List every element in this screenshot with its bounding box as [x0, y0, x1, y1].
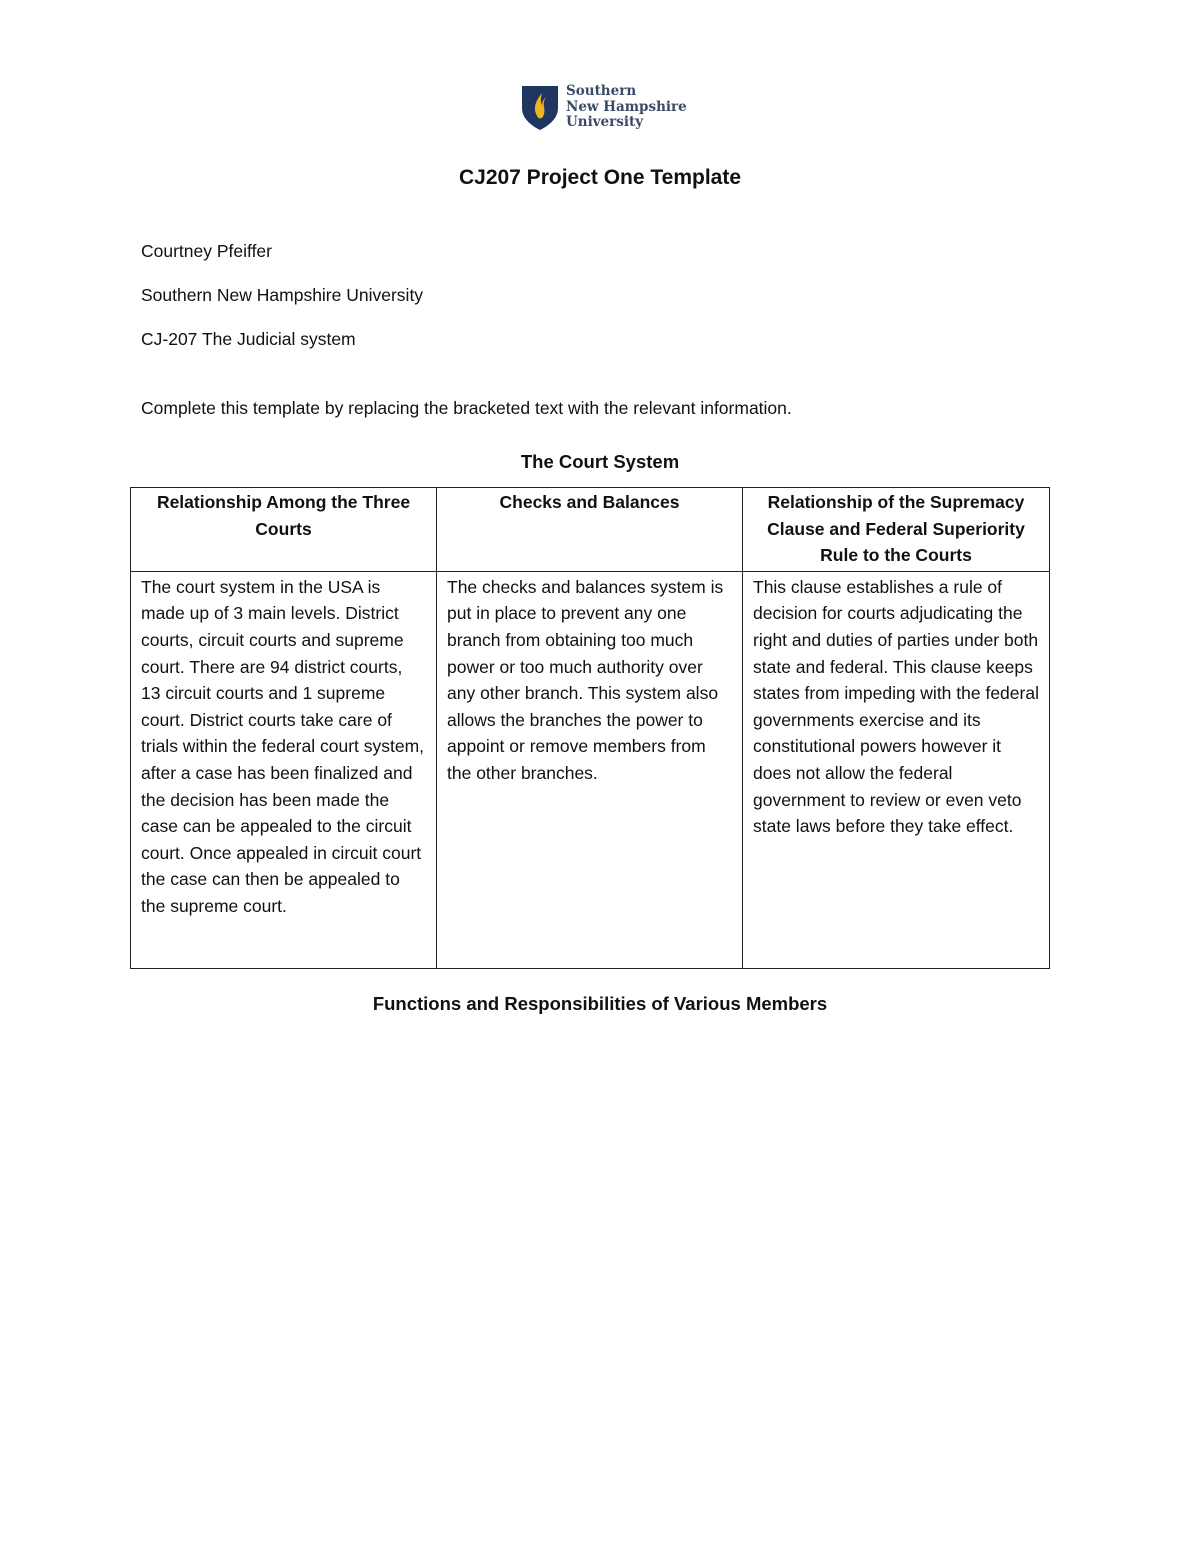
institution-name: Southern New Hampshire University — [141, 285, 424, 305]
author-name: Courtney Pfeiffer — [141, 241, 272, 261]
university-logo — [520, 84, 690, 132]
header-relationship-among-courts: Relationship Among the Three Courts — [131, 488, 437, 572]
logo-line-3: University — [566, 114, 644, 130]
functions-heading: Functions and Responsibilities of Various Members — [372, 993, 828, 1014]
header-checks-and-balances: Checks and Balances — [437, 488, 743, 572]
logo-line-1: Southern — [566, 83, 637, 99]
shield-flame-icon — [520, 84, 560, 132]
table-header-row — [131, 488, 1050, 572]
header-supremacy-clause: Relationship of the Supremacy Clause and Federal Superiority Rule to the Courts — [743, 488, 1050, 572]
cell-checks-and-balances: The checks and balances system is put in place to prevent any one branch from obtaining too much power or too much authority over any other branch. This system also allows the branches the power to appoint or remove members from the other branches. — [437, 571, 743, 968]
logo-wordmark — [566, 84, 687, 131]
table-row — [131, 571, 1050, 968]
cell-supremacy-clause: This clause establishes a rule of decision for courts adjudicating the right and duties of parties under both state and federal. This clause keeps states from impeding with the federal governments exercise and its constitutional powers however it does not allow the federal government to review or even veto state laws before they take effect. — [743, 571, 1050, 968]
logo-line-2: New Hampshire — [566, 98, 687, 115]
court-system-heading: The Court System — [520, 451, 680, 472]
cell-relationship-among-courts: The court system in the USA is made up of 3 main levels. District courts, circuit courts and supreme court. There are 94 district courts, 13 circuit courts and 1 supreme court. District courts take care of trials within the federal court system, after a case has been finalized and the decision has been made the case can be appealed to the circuit court. Once appealed in circuit court the case can then be appealed to the supreme court. — [131, 571, 437, 968]
document-title: CJ207 Project One Template — [458, 166, 742, 189]
court-system-table — [130, 487, 1050, 969]
instructions-text: Complete this template by replacing the bracketed text with the relevant information. — [141, 398, 792, 418]
course-name: CJ-207 The Judicial system — [141, 329, 356, 349]
